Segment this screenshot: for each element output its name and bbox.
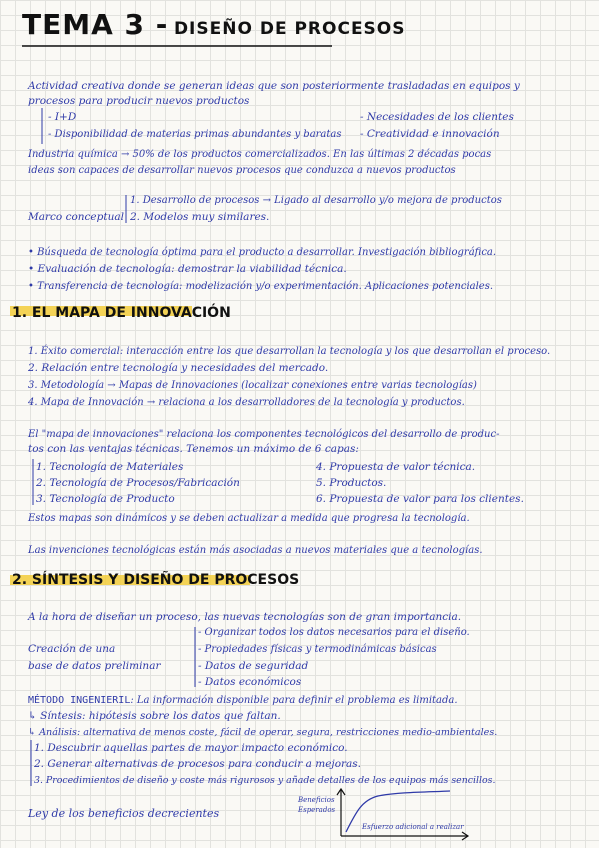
metodo-line <box>28 694 458 707</box>
s2-list-4: - Datos económicos <box>198 676 302 688</box>
layer-3: 3. Tecnología de Producto <box>36 493 175 505</box>
s1-item-1: 1. Éxito comercial: interacción entre los que desarrollan la tecnología y los que desarrollan el proceso. <box>28 346 551 357</box>
intro-line-1: Actividad creativa donde se generan ideas que son posteriormente trasladadas en equipos y <box>28 80 520 92</box>
section-1-heading: 1. EL MAPA DE INNOVACIÓN <box>12 305 231 321</box>
marco-item-1: 1. Desarrollo de procesos → Ligado al desarrollo y/o mejora de productos <box>130 195 502 206</box>
s2-left-2: base de datos preliminar <box>28 660 161 672</box>
intro-bullet-necesidades: - Necesidades de los clientes <box>360 111 514 123</box>
layer-1: 1. Tecnología de Materiales <box>36 461 184 473</box>
layer-2: 2. Tecnología de Procesos/Fabricación <box>36 477 240 489</box>
s1-para-4: Las invenciones tecnológicas están más asociadas a nuevos materiales que a tecnologías. <box>28 545 483 556</box>
intro-line-4: ideas son capaces de desarrollar nuevos procesos que conduzca a nuevos productos <box>28 165 456 176</box>
intro-line-2: procesos para producir nuevos productos <box>28 95 250 107</box>
title-sub: DISEÑO DE PROCESOS <box>173 19 406 39</box>
bullet-evaluacion: • Evaluación de tecnología: demostrar la viabilidad técnica. <box>28 263 347 275</box>
s2-analisis: ↳ Análisis: alternativa de menos coste, fácil de operar, segura, restricciones medio-ambientales. <box>28 727 498 738</box>
metodo-text: : La información disponible para definir el problema es limitada. <box>130 695 458 706</box>
s2-step-3: 3. Procedimientos de diseño y coste más rigurosos y añade detalles de los equipos más sencillos. <box>34 775 496 786</box>
layer-5: 5. Productos. <box>316 477 387 489</box>
intro-bullet-creatividad: - Creatividad e innovación <box>360 128 500 140</box>
s2-step-1: 1. Descubrir aquellas partes de mayor impacto económico. <box>34 742 348 754</box>
s2-left-1: Creación de una <box>28 643 116 655</box>
ley-beneficios: Ley de los beneficios decrecientes <box>28 807 220 820</box>
intro-line-3: Industria química → 50% de los productos comercializados. En las últimas 2 décadas pocas <box>28 149 492 160</box>
intro-bullet-materias: - Disponibilidad de materias primas abundantes y baratas <box>48 129 342 140</box>
s1-para-1: El "mapa de innovaciones" relaciona los componentes tecnológicos del desarrollo de produc- <box>28 429 500 440</box>
s1-para-2: tos con las ventajas técnicas. Tenemos un máximo de 6 capas: <box>28 443 359 455</box>
s2-list-2: - Propiedades físicas y termodinámicas básicas <box>198 644 437 655</box>
diminishing-returns-graph <box>337 789 468 840</box>
title-main: TEMA 3 - <box>22 8 169 41</box>
s2-para-1: A la hora de diseñar un proceso, las nuevas tecnologías son de gran importancia. <box>28 611 462 623</box>
intro-bullet-id: - I+D <box>48 111 77 123</box>
s2-list-3: - Datos de seguridad <box>198 660 309 672</box>
s1-item-4: 4. Mapa de Innovación → relaciona a los desarrolladores de la tecnología y productos. <box>28 397 465 408</box>
bullet-transferencia: • Transferencia de tecnología: modelización y/o experimentación. Aplicaciones potenciales. <box>28 281 494 292</box>
bullet-busqueda: • Búsqueda de tecnología óptima para el producto a desarrollar. Investigación bibliográfica. <box>28 247 497 258</box>
page-title <box>22 8 406 41</box>
s1-item-2: 2. Relación entre tecnología y necesidades del mercado. <box>28 362 329 374</box>
s2-sintesis: ↳ Síntesis: hipótesis sobre los datos que faltan. <box>28 710 281 722</box>
graph-ylabel-2: Esperados <box>298 806 336 814</box>
graph-xlabel: Esfuerzo adicional a realizar <box>362 823 464 831</box>
layer-4: 4. Propuesta de valor técnica. <box>316 461 476 473</box>
graph-ylabel-1: Beneficios <box>298 796 335 804</box>
s1-item-3: 3. Metodología → Mapas de Innovaciones (localizar conexiones entre varias tecnologías) <box>28 380 477 391</box>
marco-label: Marco conceptual <box>28 211 124 223</box>
layer-6: 6. Propuesta de valor para los clientes. <box>316 493 524 505</box>
metodo-label: MÉTODO INGENIERIL <box>28 695 131 706</box>
s2-step-2: 2. Generar alternativas de procesos para conducir a mejoras. <box>34 758 362 770</box>
s1-para-3: Estos mapas son dinámicos y se deben actualizar a medida que progresa la tecnología. <box>28 513 470 524</box>
s2-list-1: - Organizar todos los datos necesarios para el diseño. <box>198 627 470 638</box>
section-2-heading: 2. SÍNTESIS Y DISEÑO DE PROCESOS <box>12 572 300 588</box>
marco-item-2: 2. Modelos muy similares. <box>130 211 270 223</box>
